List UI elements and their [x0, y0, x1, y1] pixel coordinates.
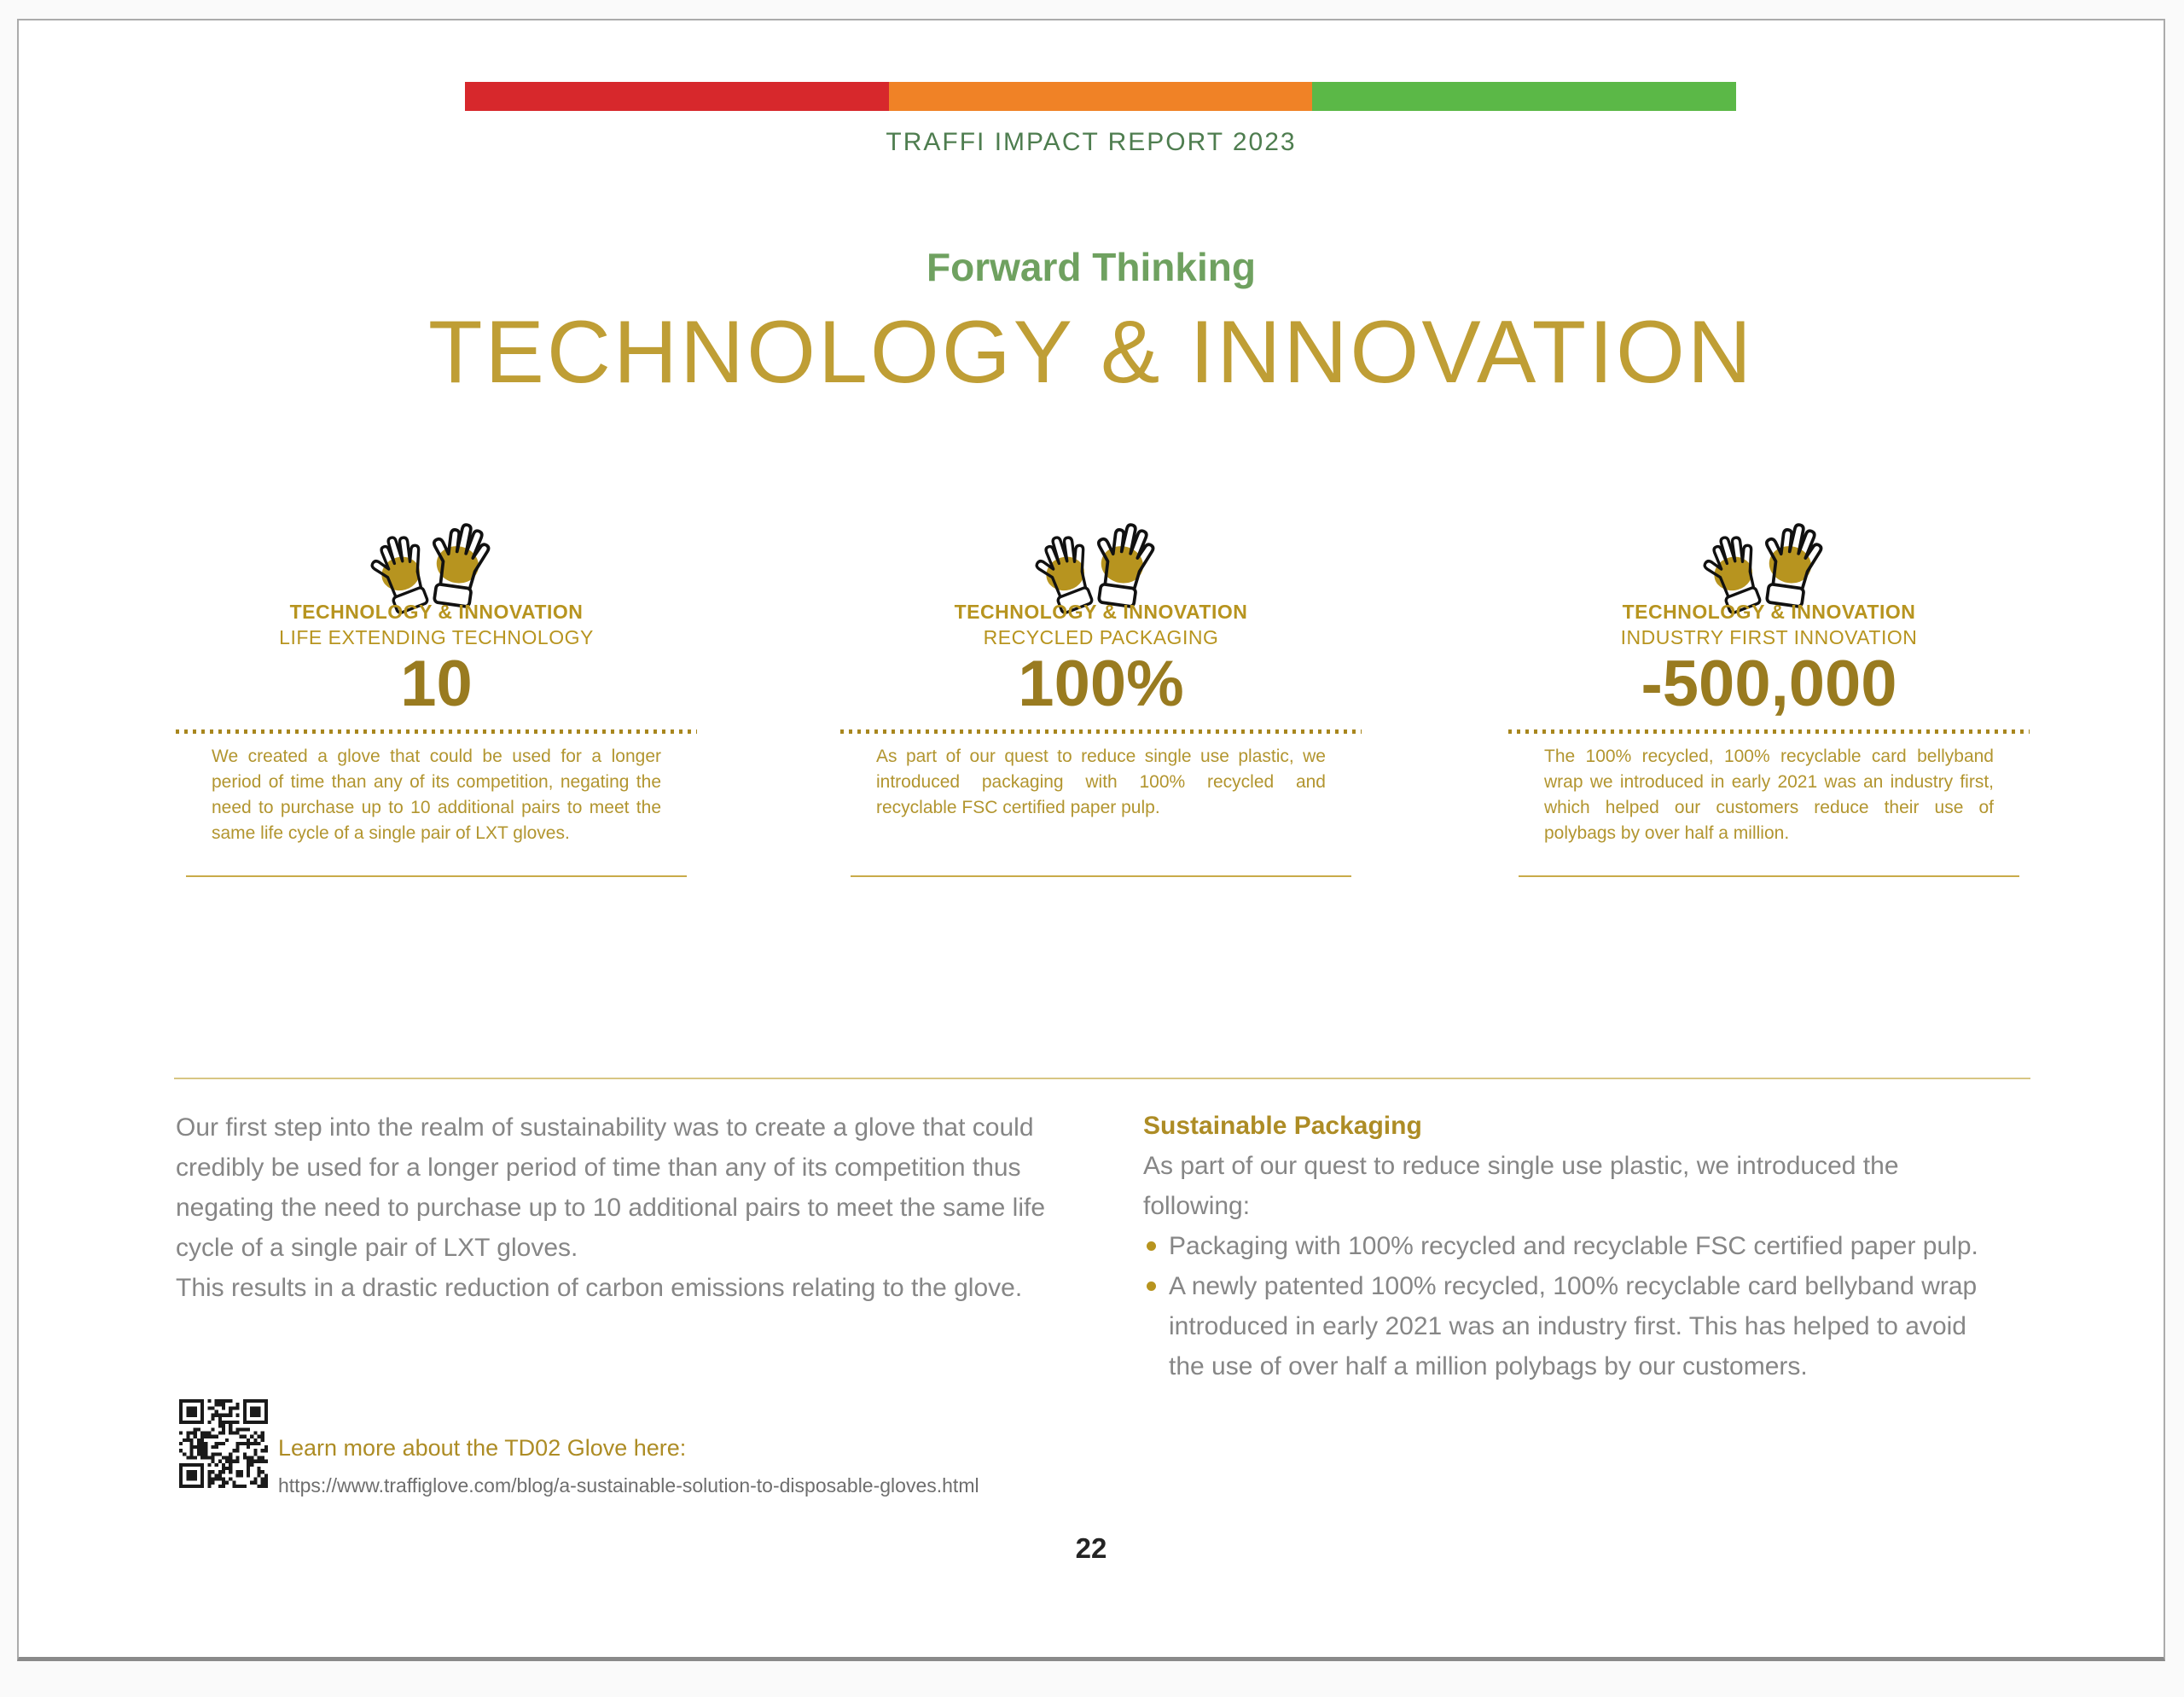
- carbon-paragraph: This results in a drastic reduction of carbon emissions relating to the glove.: [176, 1274, 1023, 1302]
- qr-caption: Learn more about the TD02 Glove here:: [278, 1435, 687, 1461]
- qr-url-link[interactable]: https://www.traffiglove.com/blog/a-sustainable-solution-to-disposable-gloves.html: [278, 1474, 979, 1496]
- dotted-divider: [1508, 729, 2030, 734]
- brand-color-bar: [465, 82, 1736, 111]
- card-subtitle: INDUSTRY FIRST INNOVATION: [1620, 626, 1918, 648]
- qr-block: [179, 1396, 1075, 1532]
- bullet-item: [1143, 1266, 2005, 1386]
- packaging-bullets: [1143, 1226, 2005, 1386]
- intro-paragraph: Our first step into the realm of sustainability was to create a glove that could credibly be used for a longer period of time than any of its competition thus negating the need to purchase up to 10 additional pairs to meet the same life cycle of a single pair of LXT gloves.: [176, 1113, 1046, 1262]
- dotted-divider: [840, 729, 1362, 734]
- qr-code: [179, 1399, 268, 1488]
- packaging-intro: As part of our quest to reduce single use plastic, we introduced the following:: [1143, 1152, 1899, 1220]
- card-rule: [1519, 875, 2019, 877]
- section-divider: [174, 1078, 2030, 1079]
- card-value: 10: [400, 648, 473, 720]
- stat-card: [839, 522, 1363, 898]
- card-description: The 100% recycled, 100% recyclable card bellyband wrap we introduced in early 2021 was an industry first, which helped our customers reduce their use of polybags by over half a million.: [1544, 747, 1994, 843]
- card-category: TECHNOLOGY & INNOVATION: [1622, 601, 1916, 623]
- bar-segment-red: [465, 82, 889, 111]
- card-subtitle: LIFE EXTENDING TECHNOLOGY: [279, 626, 594, 648]
- stat-card: [174, 522, 699, 898]
- bar-segment-green: [1312, 82, 1736, 111]
- card-category: TECHNOLOGY & INNOVATION: [954, 601, 1248, 623]
- card-description: We created a glove that could be used for a longer period of time than any of its competition, negating the need to purchase up to 10 additional pairs to meet the same life cycle of a single pair of LXT gloves.: [212, 747, 661, 843]
- packaging-heading: Sustainable Packaging: [1143, 1112, 1422, 1140]
- card-subtitle: RECYCLED PACKAGING: [983, 626, 1219, 648]
- card-value: 100%: [1018, 648, 1184, 720]
- card-rule: [186, 875, 687, 877]
- report-page: [17, 19, 2165, 1661]
- bullet-text: Packaging with 100% recycled and recyclable FSC certified paper pulp.: [1169, 1232, 1978, 1260]
- section-kicker: Forward Thinking: [926, 245, 1256, 289]
- bullet-item: [1143, 1226, 2005, 1266]
- card-category: TECHNOLOGY & INNOVATION: [289, 601, 584, 623]
- card-value: -500,000: [1641, 648, 1897, 720]
- bullet-text: A newly patented 100% recycled, 100% recyclable card bellyband wrap introduced in early 2021 was an industry first. This has helped to avoid the use of over half a million polybags by our customers.: [1169, 1272, 1978, 1380]
- page-number: 22: [1075, 1532, 1107, 1564]
- report-title: TRAFFI IMPACT REPORT 2023: [886, 128, 1297, 156]
- packaging-column: [1143, 1106, 2005, 1386]
- bar-segment-orange: [889, 82, 1313, 111]
- page-title: TECHNOLOGY & INNOVATION: [427, 303, 1755, 402]
- stat-card: [1507, 522, 2031, 898]
- intro-text-column: [176, 1107, 1072, 1308]
- card-description: As part of our quest to reduce single use plastic, we introduced packaging with 100% recycled and recyclable FSC certified paper pulp.: [876, 747, 1326, 817]
- dotted-divider: [176, 729, 697, 734]
- card-rule: [851, 875, 1351, 877]
